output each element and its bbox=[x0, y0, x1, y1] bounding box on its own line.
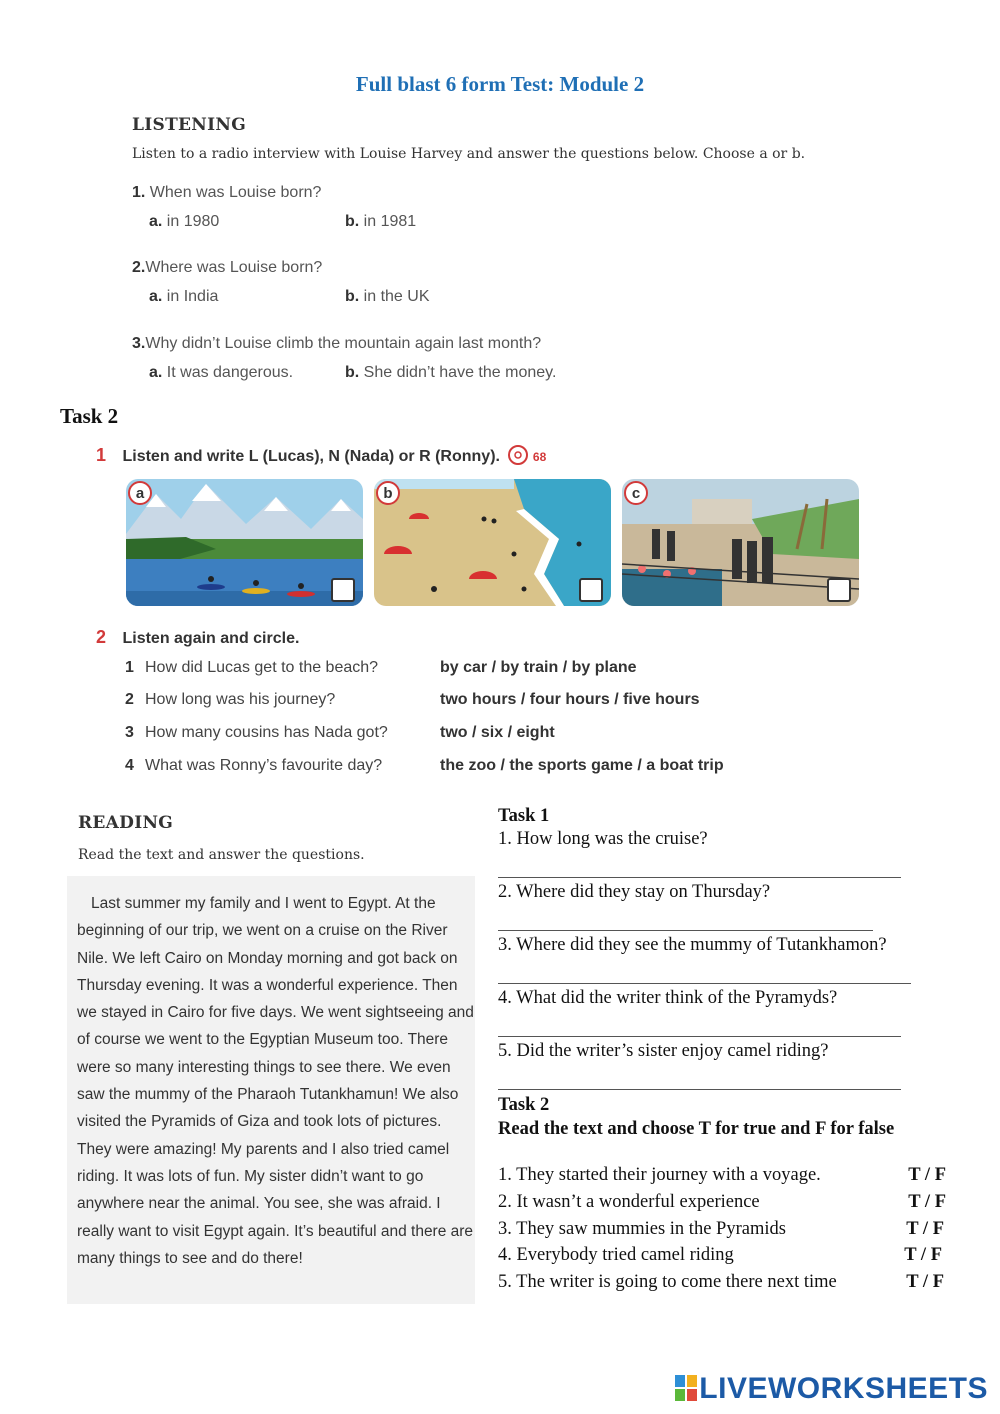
circle-options[interactable]: by car / by train / by plane bbox=[440, 659, 637, 676]
picture-a-lake bbox=[126, 479, 363, 606]
reading-question-4: 4. What did the writer think of the Pyramyds? bbox=[498, 988, 838, 1008]
reading-task1-heading: Task 1 bbox=[498, 806, 550, 826]
answer-line-3[interactable] bbox=[498, 983, 911, 984]
listening-q3-option-b[interactable]: b. She didn’t have the money. bbox=[345, 364, 557, 381]
true-false-choice[interactable]: T / F bbox=[908, 1165, 946, 1185]
listening-heading: LISTENING bbox=[132, 115, 247, 135]
reading-question-1: 1. How long was the cruise? bbox=[498, 829, 708, 849]
true-false-row: 4. Everybody tried camel riding T / F bbox=[498, 1245, 942, 1265]
true-false-choice[interactable]: T / F bbox=[908, 1192, 946, 1212]
listening-question-2: 2.Where was Louise born? bbox=[132, 259, 323, 276]
answer-line-1[interactable] bbox=[498, 877, 901, 878]
picture-label: c bbox=[624, 481, 648, 505]
exercise-instruction: Listen again and circle. bbox=[122, 630, 300, 647]
answer-box-b[interactable] bbox=[579, 578, 603, 602]
reading-question-2: 2. Where did they stay on Thursday? bbox=[498, 882, 771, 902]
true-false-row: 1. They started their journey with a voyage. T / F bbox=[498, 1165, 946, 1185]
reading-heading: READING bbox=[78, 813, 174, 833]
audio-track-number: 68 bbox=[532, 450, 547, 464]
picture-label: b bbox=[376, 481, 400, 505]
listening-instruction: Listen to a radio interview with Louise Harvey and answer the questions below. Choose a or b. bbox=[132, 146, 806, 162]
listening-question-3: 3.Why didn’t Louise climb the mountain again last month? bbox=[132, 335, 542, 352]
reading-instruction: Read the text and answer the questions. bbox=[78, 847, 365, 863]
task2-heading: Task 2 bbox=[60, 404, 119, 428]
circle-options[interactable]: two / six / eight bbox=[440, 724, 555, 741]
circle-question-row: 3 How many cousins has Nada got? two / six / eight bbox=[125, 724, 555, 741]
picture-c-zoo bbox=[622, 479, 859, 606]
true-false-choice[interactable]: T / F bbox=[906, 1219, 944, 1239]
liveworksheets-logo[interactable]: LIVEWORKSHEETS bbox=[675, 1372, 988, 1406]
answer-line-4[interactable] bbox=[498, 1036, 901, 1037]
listening-q2-option-b[interactable]: b. in the UK bbox=[345, 288, 430, 305]
true-false-row: 5. The writer is going to come there next time T / F bbox=[498, 1272, 944, 1292]
exercise-number: 1 bbox=[96, 445, 107, 465]
true-false-row: 3. They saw mummies in the Pyramids T / F bbox=[498, 1219, 944, 1239]
listening-q1-option-b[interactable]: b. in 1981 bbox=[345, 213, 417, 230]
reading-question-5: 5. Did the writer’s sister enjoy camel riding? bbox=[498, 1041, 829, 1061]
listening-question-1: 1. When was Louise born? bbox=[132, 184, 322, 201]
true-false-choice[interactable]: T / F bbox=[904, 1245, 942, 1265]
picture-label: a bbox=[128, 481, 152, 505]
reading-question-3: 3. Where did they see the mummy of Tutankhamon? bbox=[498, 935, 887, 955]
circle-options[interactable]: two hours / four hours / five hours bbox=[440, 691, 700, 708]
picture-b-beach bbox=[374, 479, 611, 606]
audio-cd-icon[interactable] bbox=[508, 445, 528, 470]
liveworksheets-mark-icon bbox=[675, 1375, 697, 1401]
circle-question-row: 4 What was Ronny’s favourite day? the zoo / the sports game / a boat trip bbox=[125, 757, 724, 774]
answer-box-a[interactable] bbox=[331, 578, 355, 602]
listening-q1-option-a[interactable]: a. in 1980 bbox=[149, 213, 220, 230]
circle-question-row: 1 How did Lucas get to the beach? by car / by train / by plane bbox=[125, 659, 637, 676]
true-false-choice[interactable]: T / F bbox=[906, 1272, 944, 1292]
answer-line-2[interactable] bbox=[498, 930, 873, 931]
page-title: Full blast 6 form Test: Module 2 bbox=[355, 72, 645, 96]
task2-exercise-2 bbox=[96, 627, 299, 648]
circle-question-row: 2 How long was his journey? two hours / four hours / five hours bbox=[125, 691, 700, 708]
listening-q3-option-a[interactable]: a. It was dangerous. bbox=[149, 364, 294, 381]
answer-line-5[interactable] bbox=[498, 1089, 901, 1090]
circle-options[interactable]: the zoo / the sports game / a boat trip bbox=[440, 757, 724, 774]
true-false-row: 2. It wasn’t a wonderful experience T / F bbox=[498, 1192, 946, 1212]
reading-task2-heading: Task 2 bbox=[498, 1095, 550, 1115]
reading-passage: Last summer my family and I went to Egypt. At the beginning of our trip, we went on a cruise on the River Nile. We left Cairo on Monday morning and got back on Thursday evening. It was a wonderful experience. Then we stayed in Cairo for five days. We went sightseeing and of course we went to the Egyptian Museum too. There were so many interesting things to see there. We even saw the mummy of the Pharaoh Tutankhamun! We also visited the Pyramids of Giza and took lots of pictures. They were amazing! My parents and I also tried camel riding. It was lots of fun. My sister didn’t want to go anywhere near the animal. You see, she was afraid. I really want to visit Egypt again. It’s beautiful and there are many things to see and do there! bbox=[77, 895, 474, 1267]
task2-exercise-1 bbox=[96, 445, 546, 470]
reading-task2-instruction: Read the text and choose T for true and F for false bbox=[498, 1119, 895, 1139]
exercise-instruction: Listen and write L (Lucas), N (Nada) or R (Ronny). bbox=[122, 448, 500, 465]
listening-q2-option-a[interactable]: a. in India bbox=[149, 288, 219, 305]
exercise-number: 2 bbox=[96, 627, 107, 647]
answer-box-c[interactable] bbox=[827, 578, 851, 602]
